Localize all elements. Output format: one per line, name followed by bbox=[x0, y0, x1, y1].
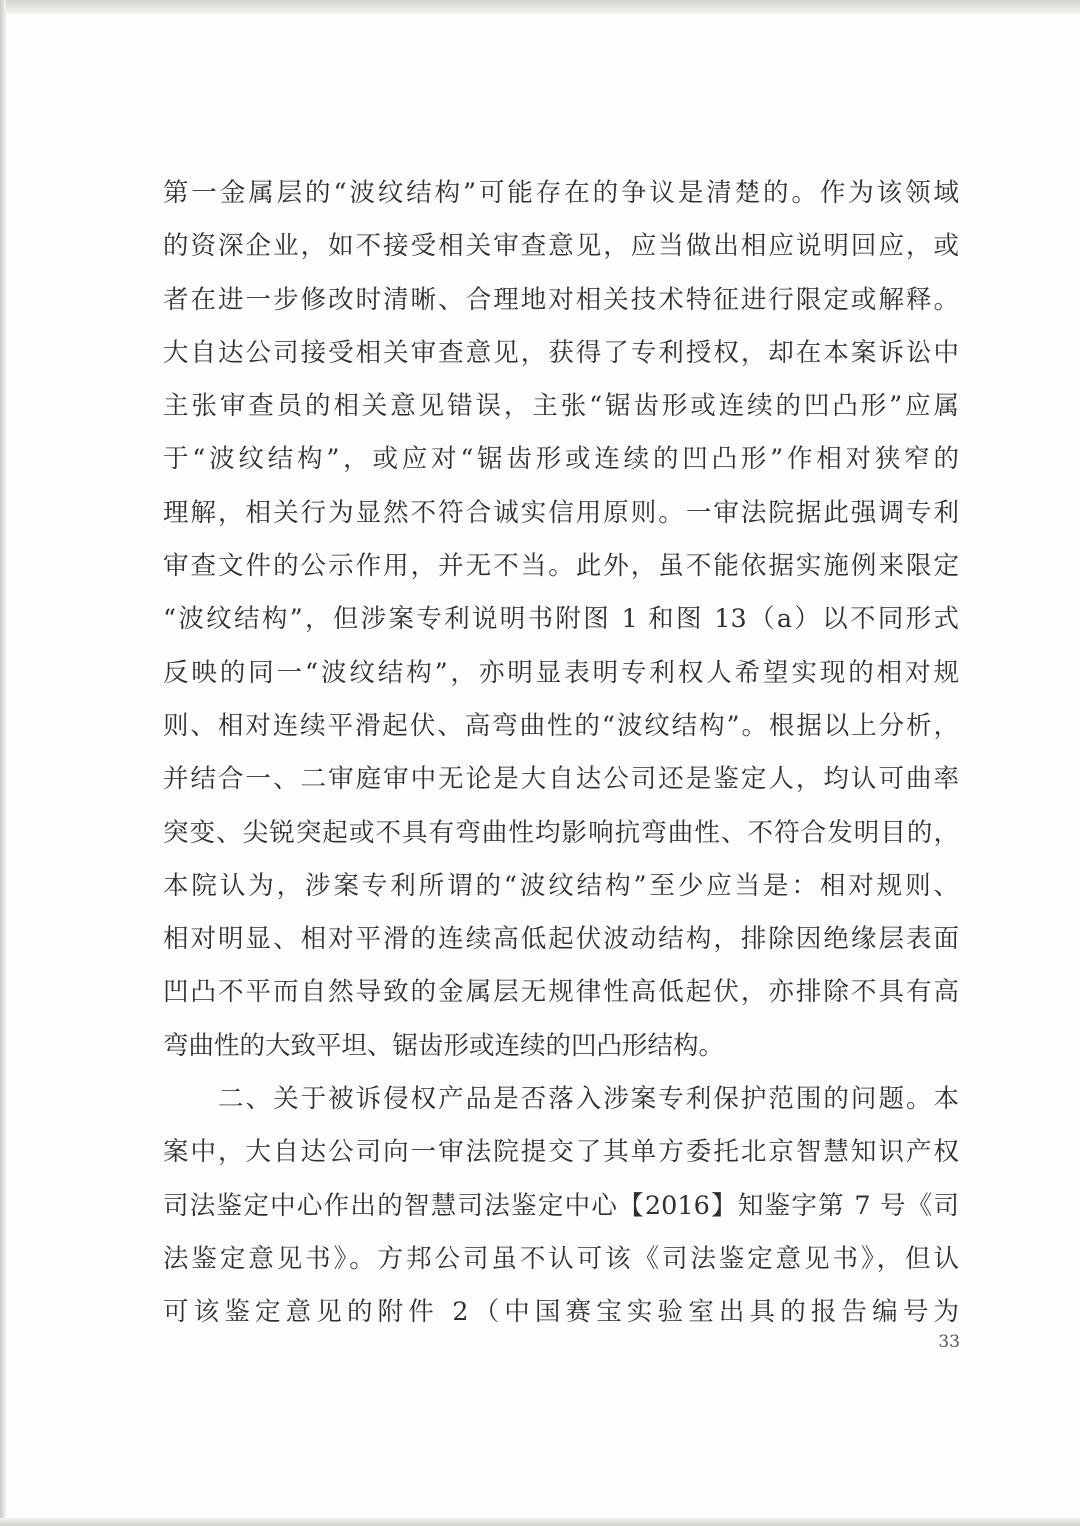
text-line-22: 可该鉴定意见的附件 2（中国赛宝实验室出具的报告编号为 bbox=[163, 1297, 959, 1328]
text-line-17: 弯曲性的大致平坦、锯齿形或连续的凹凸形结构。 bbox=[163, 1030, 725, 1061]
text-line-4: 大自达公司接受相关审查意见，获得了专利授权，却在本案诉讼中 bbox=[163, 337, 959, 368]
text-line-11: 则、相对连续平滑起伏、高弯曲性的“波纹结构”。根据以上分析， bbox=[163, 710, 959, 741]
text-line-14: 本院认为，涉案专利所谓的“波纹结构”至少应当是：相对规则、 bbox=[163, 870, 959, 901]
text-line-15: 相对明显、相对平滑的连续高低起伏波动结构，排除因绝缘层表面 bbox=[163, 924, 959, 955]
text-line-16: 凹凸不平而自然导致的金属层无规律性高低起伏，亦排除不具有高 bbox=[163, 977, 959, 1008]
page-number: 33 bbox=[938, 1332, 960, 1352]
text-line-12: 并结合一、二审庭审中无论是大自达公司还是鉴定人，均认可曲率 bbox=[163, 764, 959, 795]
text-line-18: 二、关于被诉侵权产品是否落入涉案专利保护范围的问题。本 bbox=[163, 1084, 959, 1115]
text-line-8: 审查文件的公示作用，并无不当。此外，虽不能依据实施例来限定 bbox=[163, 551, 959, 582]
text-line-1: 第一金属层的“波纹结构”可能存在的争议是清楚的。作为该领域 bbox=[163, 178, 959, 208]
text-line-2: 的资深企业，如不接受相关审查意见，应当做出相应说明回应，或 bbox=[163, 231, 959, 262]
text-line-9: “波纹结构”，但涉案专利说明书附图 1 和图 13（a）以不同形式 bbox=[163, 604, 959, 635]
text-line-19: 案中，大自达公司向一审法院提交了其单方委托北京智慧知识产权 bbox=[163, 1137, 959, 1168]
scan-edge-top bbox=[0, 0, 1080, 14]
text-line-20: 司法鉴定中心作出的智慧司法鉴定中心【2016】知鉴字第 7 号《司 bbox=[163, 1190, 959, 1221]
text-line-3: 者在进一步修改时清晰、合理地对相关技术特征进行限定或解释。 bbox=[163, 284, 959, 315]
text-line-7: 理解，相关行为显然不符合诚实信用原则。一审法院据此强调专利 bbox=[163, 497, 959, 528]
text-line-5: 主张审查员的相关意见错误，主张“锯齿形或连续的凹凸形”应属 bbox=[163, 391, 959, 422]
scan-edge-bottom bbox=[0, 1518, 1080, 1526]
text-line-21: 法鉴定意见书》。方邦公司虽不认可该《司法鉴定意见书》，但认 bbox=[163, 1243, 959, 1274]
scan-edge-left bbox=[0, 0, 6, 1526]
text-line-6: 于“波纹结构”，或应对“锯齿形或连续的凹凸形”作相对狭窄的 bbox=[163, 444, 959, 475]
text-line-13: 突变、尖锐突起或不具有弯曲性均影响抗弯曲性、不符合发明目的， bbox=[163, 817, 959, 848]
document-body-text bbox=[163, 167, 959, 1340]
text-line-10: 反映的同一“波纹结构”，亦明显表明专利权人希望实现的相对规 bbox=[163, 657, 959, 688]
